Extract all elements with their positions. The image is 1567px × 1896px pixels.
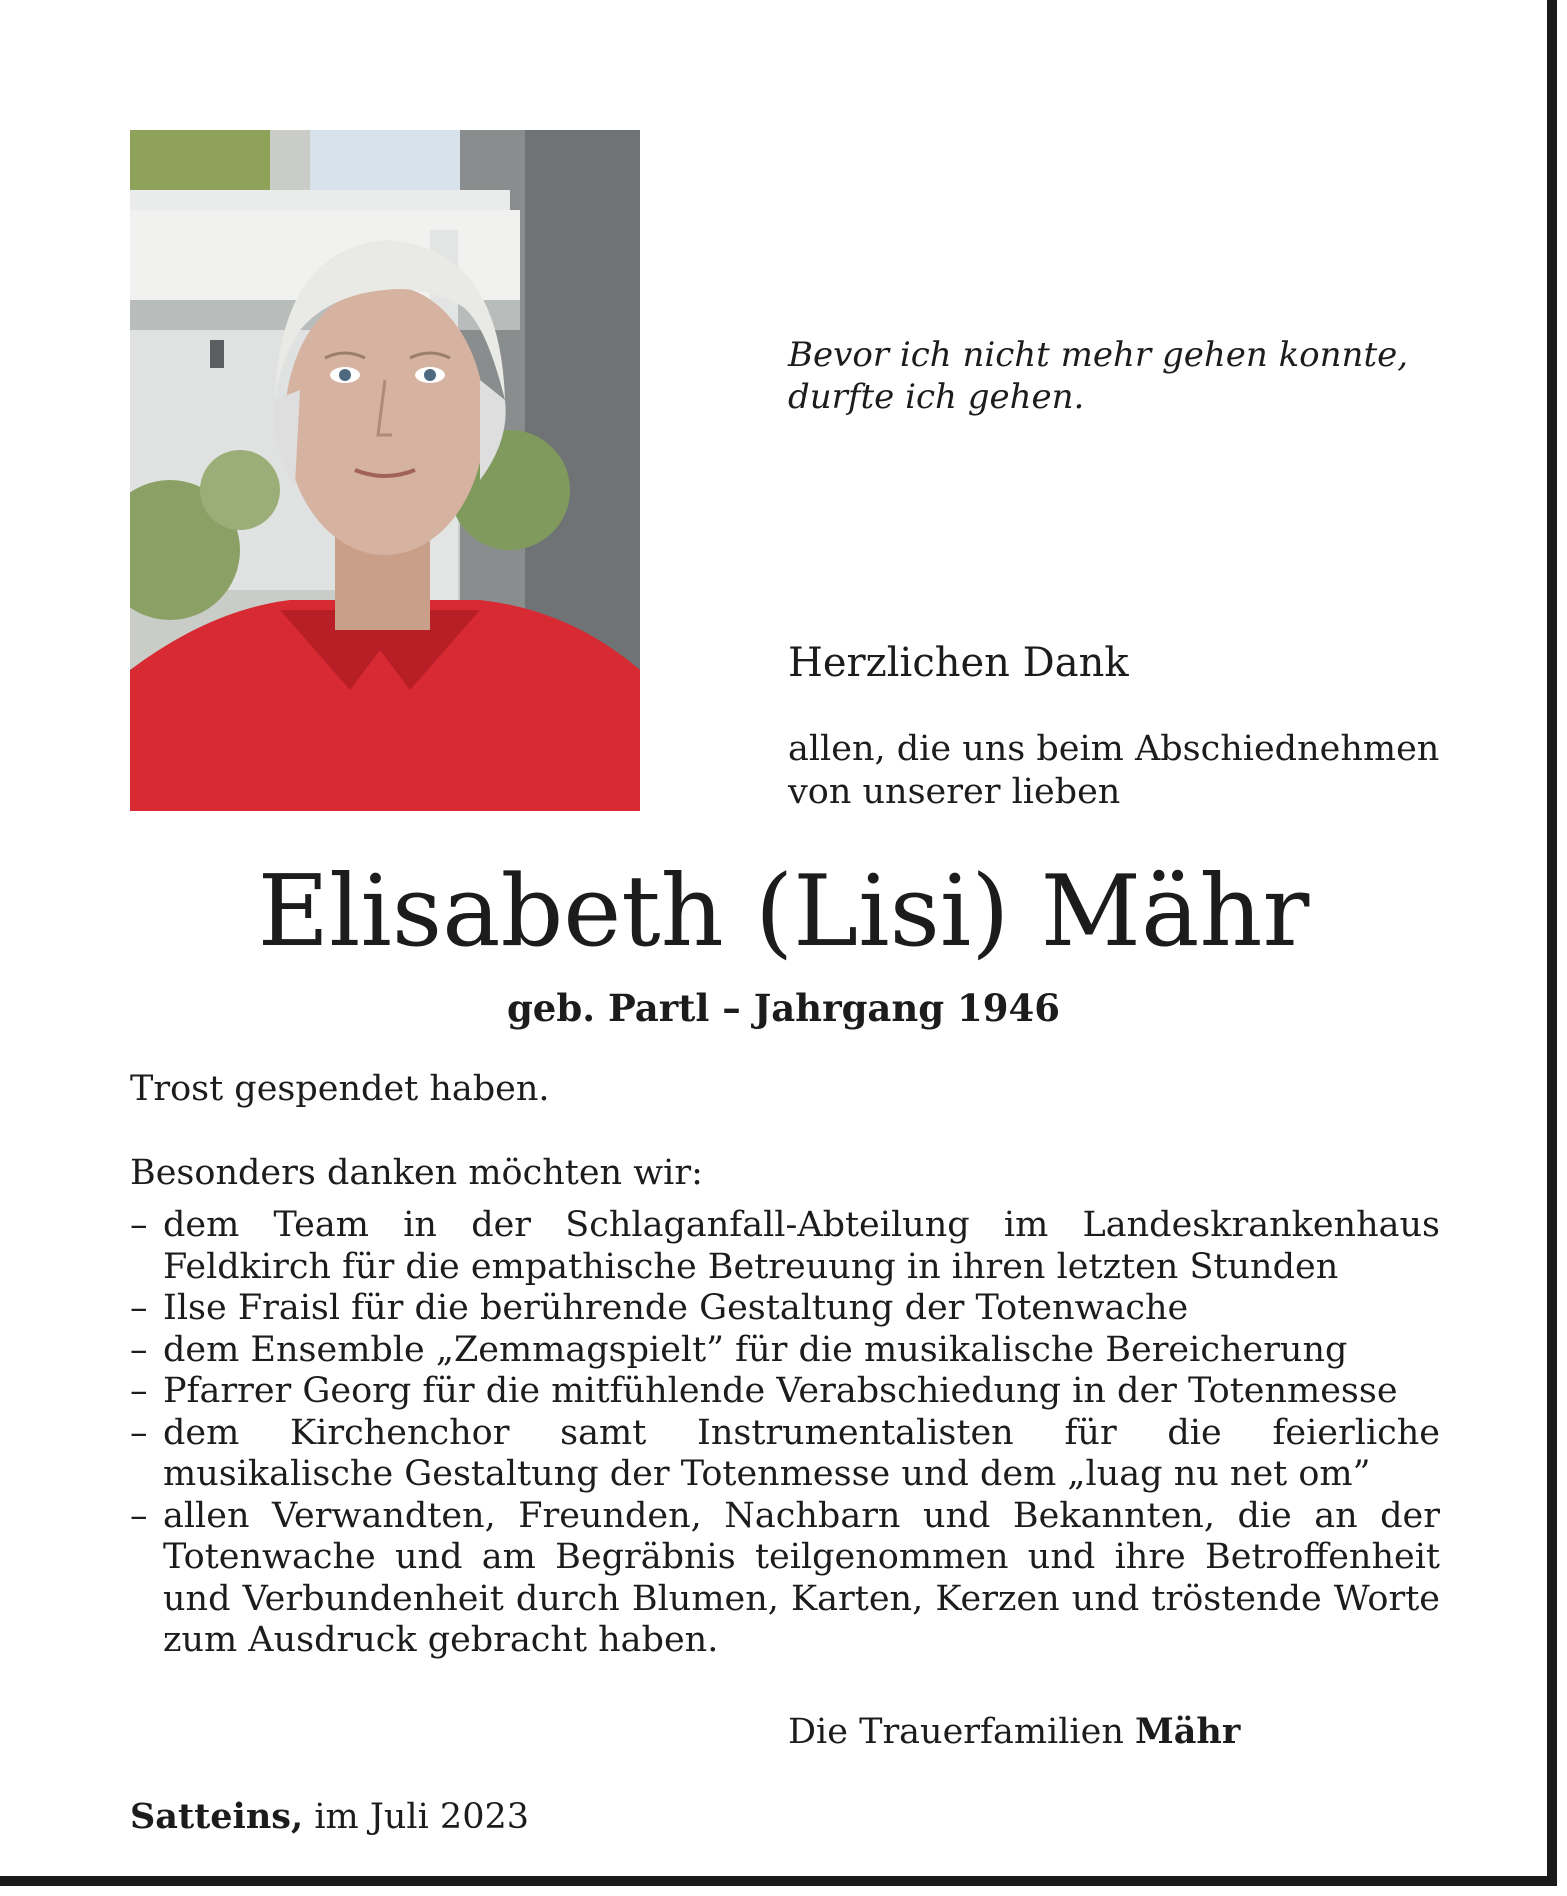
list-item-text: Pfarrer Georg für die mitfühlende Verabschiedung in der Totenmesse bbox=[163, 1371, 1398, 1411]
portrait-photo bbox=[130, 130, 640, 811]
thanks-intro-line: allen, die uns beim Abschiednehmen bbox=[788, 729, 1440, 769]
thanks-heading: Herzlichen Dank bbox=[788, 640, 1129, 686]
list-item bbox=[130, 1371, 1440, 1413]
besonders-text: Besonders danken möchten wir: bbox=[130, 1153, 703, 1193]
deceased-subtitle: geb. Partl – Jahrgang 1946 bbox=[506, 986, 1061, 1030]
list-item-text: allen Verwandten, Freunden, Nachbarn und Bekannten, die an der Totenwache und am Begräbnis teilgenommen und ihre Betroffenheit und Verbundenheit durch Blumen, Karten, Kerzen und tröstende Worte zum Ausdruck gebracht haben. bbox=[163, 1495, 1440, 1660]
list-dash: – bbox=[130, 1495, 148, 1536]
list-item-text: Ilse Fraisl für die berührende Gestaltung der Totenwache bbox=[163, 1288, 1189, 1328]
list-item bbox=[130, 1330, 1440, 1372]
quote-line: Bevor ich nicht mehr gehen konnte, bbox=[788, 335, 1409, 375]
signature bbox=[788, 1710, 1240, 1754]
place-date bbox=[130, 1795, 529, 1839]
list-item bbox=[130, 1413, 1440, 1496]
signature-family: Mähr bbox=[1135, 1711, 1241, 1752]
list-item-text: dem Kirchenchor samt Instrumentalisten für die feierliche musikalische Gestaltung der Totenmesse und dem „luag nu net om” bbox=[163, 1412, 1440, 1494]
list-item-text: dem Team in der Schlaganfall-Abteilung im Landeskrankenhaus Feldkirch für die empathische Betreuung in ihren letzten Stunden bbox=[163, 1205, 1440, 1287]
quote bbox=[788, 334, 1488, 418]
list-dash: – bbox=[130, 1288, 148, 1328]
thanks-intro bbox=[788, 728, 1488, 814]
list-item bbox=[130, 1205, 1440, 1288]
signature-prefix: Die Trauerfamilien bbox=[788, 1712, 1124, 1752]
deceased-name: Elisabeth (Lisi) Mähr bbox=[257, 855, 1310, 969]
list-dash: – bbox=[130, 1412, 148, 1453]
place: Satteins, bbox=[130, 1796, 304, 1837]
list-dash: – bbox=[130, 1329, 148, 1370]
thanks-intro-line: von unserer lieben bbox=[788, 772, 1121, 812]
list-item bbox=[130, 1496, 1440, 1662]
list-dash: – bbox=[130, 1371, 148, 1411]
list-dash: – bbox=[130, 1205, 148, 1245]
quote-line: durfte ich gehen. bbox=[788, 377, 1085, 417]
date: im Juli 2023 bbox=[314, 1797, 530, 1837]
list-item-text: dem Ensemble „Zemmagspielt” für die musikalische Bereicherung bbox=[163, 1329, 1348, 1370]
list-item bbox=[130, 1288, 1440, 1330]
trost-text: Trost gespendet haben. bbox=[130, 1069, 550, 1109]
thanks-list bbox=[130, 1205, 1440, 1662]
